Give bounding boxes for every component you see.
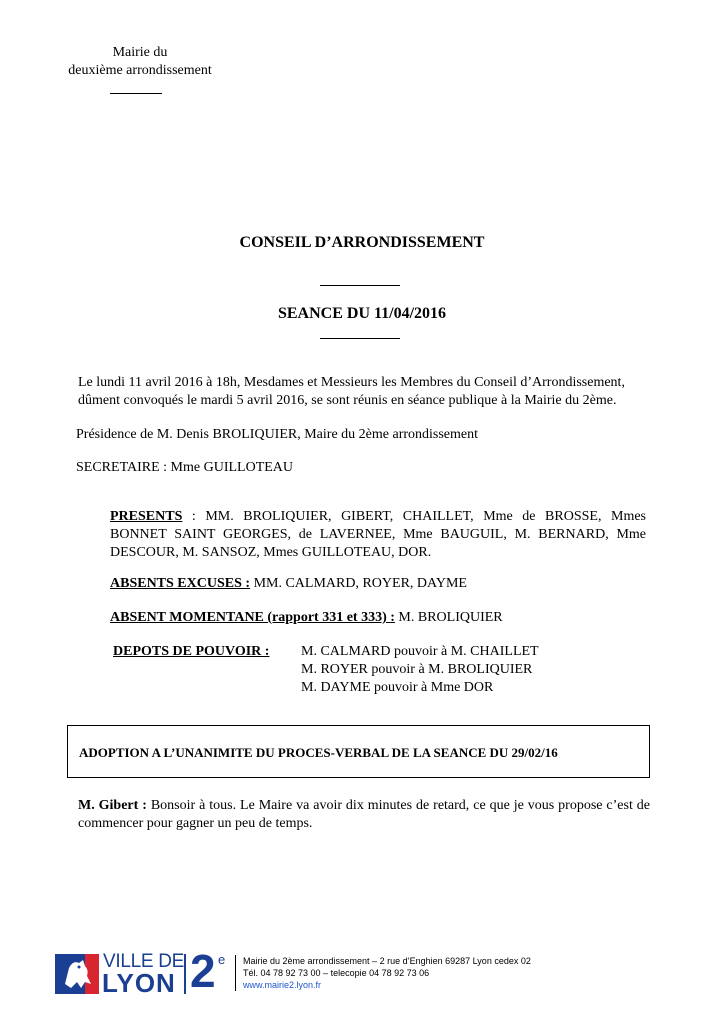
presents-text: : MM. BROLIQUIER, GIBERT, CHAILLET, Mme de BROSSE, Mmes BONNET SAINT GEORGES, de LAVERNEE, Mme BAUGUIL, M. BERNARD, Mme DESCOUR, M. SANSOZ, Mmes GUILLOTEAU, DOR. (110, 509, 646, 560)
speech-paragraph (78, 797, 650, 833)
logo-divider (184, 954, 186, 994)
presidence-line: Présidence de M. Denis BROLIQUIER, Maire du 2ème arrondissement (76, 427, 479, 442)
secretaire-line: SECRETAIRE : Mme GUILLOTEAU (76, 460, 294, 475)
depot-item: M. ROYER pouvoir à M. BROLIQUIER (301, 662, 533, 677)
footer-address: Mairie du 2ème arrondissement – 2 rue d’Enghien 69287 Lyon cedex 02 (243, 956, 531, 966)
intro-paragraph: Le lundi 11 avril 2016 à 18h, Mesdames et Messieurs les Membres du Conseil d’Arrondissement, dûment convoqués le mardi 5 avril 2016, se sont réunis en séance publique à la Mairie du 2ème. (78, 375, 625, 408)
header-divider (110, 93, 162, 94)
seance-divider (320, 338, 400, 339)
absents-line (110, 575, 646, 593)
presents-paragraph (110, 508, 646, 562)
footer-website-link[interactable]: www.mairie2.lyon.fr (243, 980, 322, 990)
header-line-2: deuxième arrondissement (68, 63, 212, 78)
footer-phone: Tél. 04 78 92 73 00 – telecopie 04 78 92 73 06 (243, 968, 430, 978)
title-divider (320, 285, 400, 286)
depot-item: M. CALMARD pouvoir à M. CHAILLET (301, 644, 539, 659)
presents-label: PRESENTS (110, 509, 183, 524)
footer-divider (235, 955, 236, 991)
depots-label: DEPOTS DE POUVOIR : (113, 644, 270, 659)
depots-list (301, 643, 631, 697)
speech-text: Bonsoir à tous. Le Maire va avoir dix minutes de retard, ce que je vous propose c’est de commencer pour gagner un peu de temps. (78, 798, 650, 831)
absents-text: MM. CALMARD, ROYER, DAYME (250, 576, 467, 591)
logo-lyon: LYON (102, 968, 176, 998)
ville-de-lyon-logo (55, 945, 235, 998)
absents-label: ABSENTS EXCUSES : (110, 576, 251, 591)
depot-item: M. DAYME pouvoir à Mme DOR (301, 680, 494, 695)
absent-momentane-line (110, 609, 646, 627)
page-title: CONSEIL D’ARRONDISSEMENT (239, 234, 485, 251)
absent-momentane-label: ABSENT MOMENTANE (rapport 331 et 333) : (110, 610, 395, 625)
logo-superscript: e (218, 952, 226, 967)
speaker-name: M. Gibert : (78, 798, 147, 813)
adoption-text: ADOPTION A L’UNANIMITE DU PROCES-VERBAL DE LA SEANCE DU 29/02/16 (79, 745, 558, 760)
adoption-box (67, 725, 650, 778)
absent-momentane-text: M. BROLIQUIER (394, 610, 503, 625)
logo-arrondissement-number: 2 (190, 945, 216, 997)
mairie-header (40, 44, 240, 80)
lyon-lion-icon (55, 954, 99, 994)
seance-title: SEANCE DU 11/04/2016 (277, 305, 447, 322)
footer-address-block (243, 955, 531, 991)
logo-ville-de: VILLE DE (103, 951, 185, 972)
header-line-1: Mairie du (112, 45, 168, 60)
